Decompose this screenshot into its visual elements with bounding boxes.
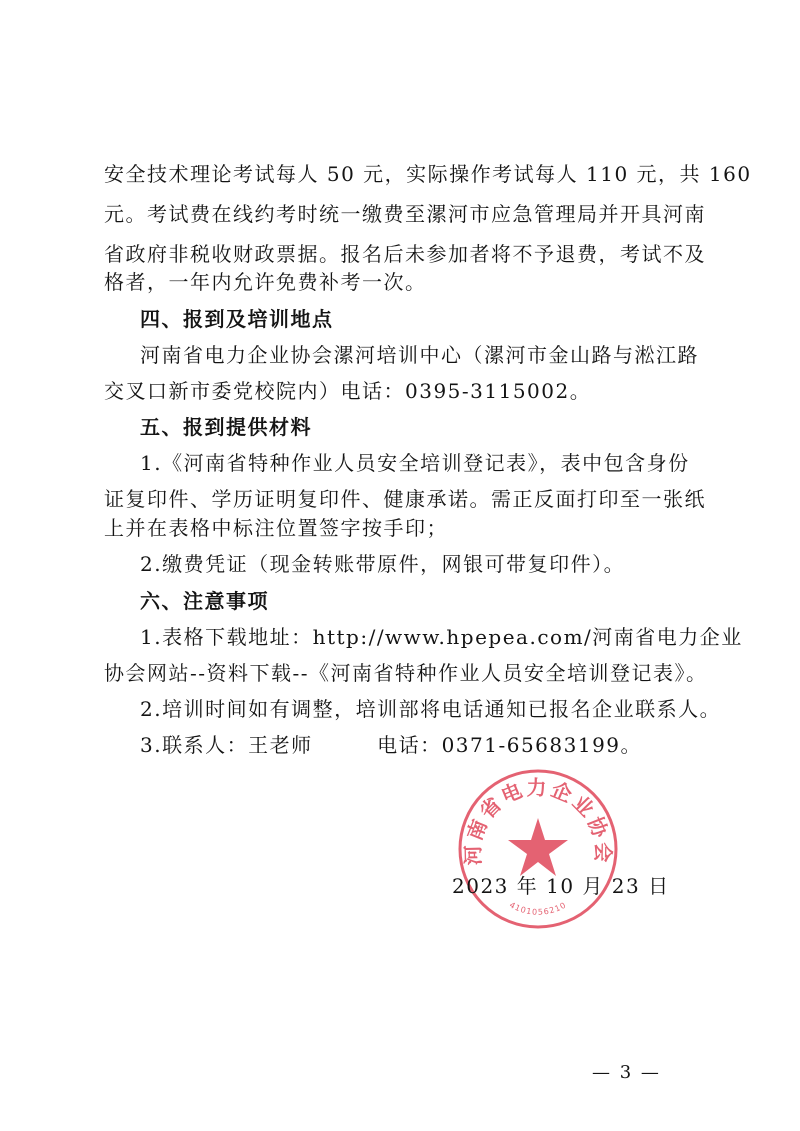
section-heading-location: 四、报到及培训地点 [140,307,334,331]
body-line: 格者，一年内允许免费补考一次。 [104,270,427,294]
document-date: 2023 年 10 月 23 日 [452,874,670,898]
body-line: 2.缴费凭证（现金转账带原件，网银可带复印件）。 [140,552,626,576]
body-line: 上并在表格中标注位置签字按手印； [104,516,448,540]
body-line: 交叉口新市委党校院内）电话：0395-3115002。 [104,379,592,403]
body-line: 1.表格下载地址：http://www.hpepea.com/河南省电力企业 [140,625,743,649]
body-line: 元。考试费在线约考时统一缴费至漯河市应急管理局并开具河南 [104,202,706,226]
page-number: — 3 — [592,1062,661,1083]
body-line: 证复印件、学历证明复印件、健康承诺。需正反面打印至一张纸 [104,487,706,511]
body-line: 1.《河南省特种作业人员安全培训登记表》，表中包含身份 [140,451,690,475]
seal-star-icon [508,818,568,876]
body-line: 河南省电力企业协会漯河培训中心（漯河市金山路与淞江路 [140,343,699,367]
section-heading-notes: 六、注意事项 [140,589,269,613]
body-line: 3.联系人：王老师 电话：0371-65683199。 [140,733,643,757]
seal-code: 4101056210 [507,900,569,917]
body-line: 安全技术理论考试每人 50 元，实际操作考试每人 110 元，共 160 [104,162,752,186]
section-heading-materials: 五、报到提供材料 [140,415,312,439]
official-seal [455,766,621,932]
seal-text: 河南省电力企业协会 [460,775,616,866]
body-line: 协会网站--资料下载--《河南省特种作业人员安全培训登记表》。 [104,661,708,685]
body-line: 省政府非税收财政票据。报名后未参加者将不予退费，考试不及 [104,242,706,266]
body-line: 2.培训时间如有调整，培训部将电话通知已报名企业联系人。 [140,697,722,721]
